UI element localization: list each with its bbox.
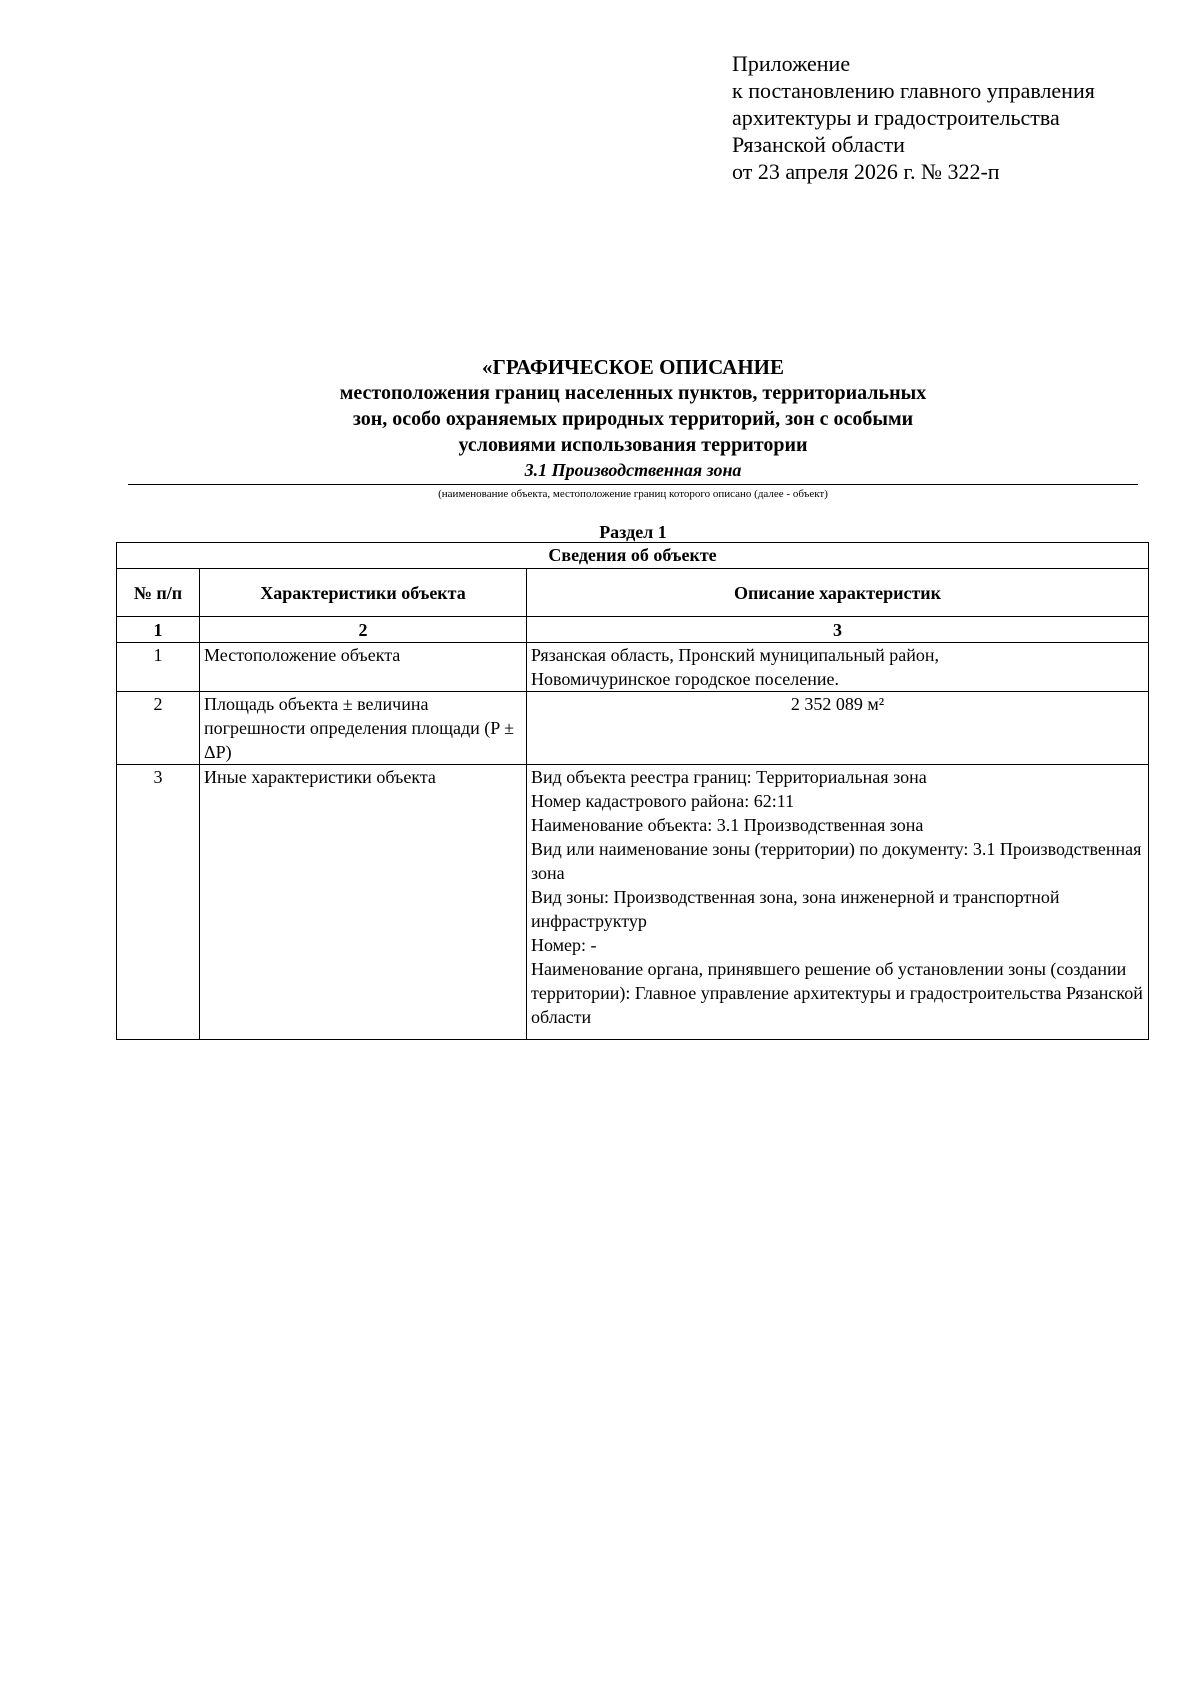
title-line: «ГРАФИЧЕСКОЕ ОПИСАНИЕ xyxy=(481,355,785,379)
description-line: Рязанская область, Пронский муниципальный район, xyxy=(531,645,939,665)
document-title xyxy=(128,354,1138,458)
description-line: Номер: - xyxy=(531,935,597,955)
table-caption: Сведения об объекте xyxy=(117,543,1149,569)
appendix-header xyxy=(732,50,1172,185)
description-cell xyxy=(527,692,1149,765)
title-line: зон, особо охраняемых природных территорий, зон с особыми xyxy=(352,408,914,430)
characteristic-cell: Иные характеристики объекта xyxy=(200,765,527,1040)
description-line: Вид зоны: Производственная зона, зона инженерной и транспортной инфраструктур xyxy=(531,887,1060,931)
column-number: 2 xyxy=(200,617,527,643)
header-cell: Характеристики объекта xyxy=(200,569,527,617)
row-number: 2 xyxy=(117,692,200,765)
appendix-line: Приложение xyxy=(732,51,851,76)
description-line: Новомичуринское городское поселение. xyxy=(531,669,840,689)
object-underline xyxy=(128,484,1138,485)
description-line: Вид объекта реестра границ: Территориальная зона xyxy=(531,767,927,787)
column-number: 1 xyxy=(117,617,200,643)
column-number: 3 xyxy=(527,617,1149,643)
table-caption-row xyxy=(117,543,1149,569)
row-number: 3 xyxy=(117,765,200,1040)
characteristic-cell: Местоположение объекта xyxy=(200,643,527,692)
description-line: Наименование органа, принявшего решение об установлении зоны (создании территории): Главное управление архитектуры и градостроительства Рязанской области xyxy=(531,959,1143,1027)
description-cell xyxy=(527,765,1149,1040)
description-line: Номер кадастрового района: 62:11 xyxy=(531,791,795,811)
description-line: Вид или наименование зоны (территории) по документу: 3.1 Производственная зона xyxy=(531,839,1142,883)
appendix-line: архитектуры и градостроительства xyxy=(732,105,1060,130)
table-row xyxy=(117,643,1149,692)
characteristic-cell: Площадь объекта ± величина погрешности определения площади (P ± ΔP) xyxy=(200,692,527,765)
table-row xyxy=(117,692,1149,765)
section-title: Раздел 1 xyxy=(599,522,667,542)
object-name: 3.1 Производственная зона xyxy=(524,460,742,480)
description-line: Наименование объекта: 3.1 Производственная зона xyxy=(531,815,924,835)
header-cell: Описание характеристик xyxy=(527,569,1149,617)
area-value: 2 352 089 м² xyxy=(790,694,885,714)
appendix-line: к постановлению главного управления xyxy=(732,78,1095,103)
title-line: местоположения границ населенных пунктов, территориальных xyxy=(339,382,927,404)
object-info-table xyxy=(116,542,1149,1040)
appendix-line: от 23 апреля 2026 г. № 322-п xyxy=(732,159,1000,184)
table-header-row xyxy=(117,569,1149,617)
table-column-number-row xyxy=(117,617,1149,643)
description-cell xyxy=(527,643,1149,692)
object-hint: (наименование объекта, местоположение границ которого описано (далее - объект) xyxy=(438,488,828,500)
row-number: 1 xyxy=(117,643,200,692)
title-line: условиями использования территории xyxy=(458,434,808,456)
table-row xyxy=(117,765,1149,1040)
appendix-line: Рязанской области xyxy=(732,132,905,157)
header-cell: № п/п xyxy=(117,569,200,617)
